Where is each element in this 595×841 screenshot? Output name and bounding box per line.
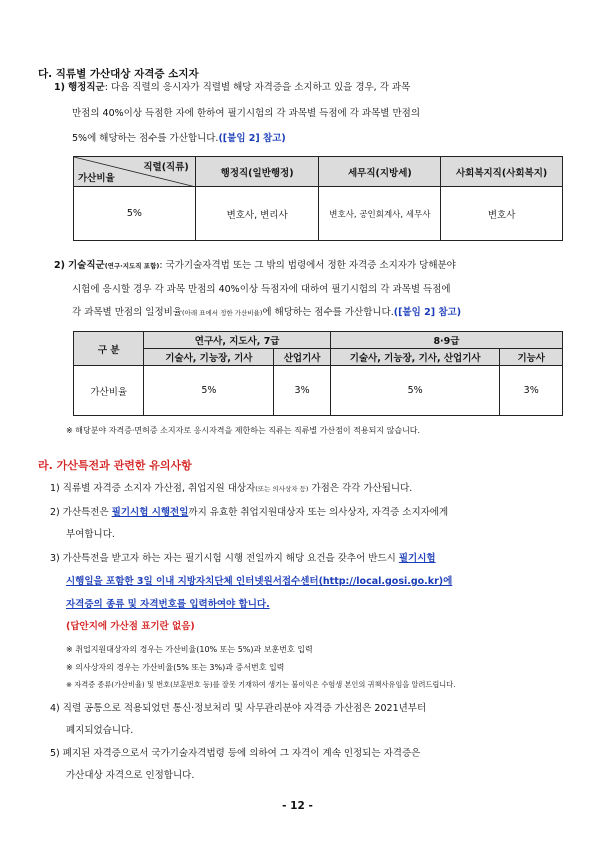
ra-item-3-blue-3: 자격증의 종류 및 자격번호를 입력하여야 합니다. xyxy=(66,599,270,610)
table1-cell: 변호사, 변리사 xyxy=(195,187,319,241)
table2-cell: 3% xyxy=(274,366,331,416)
table-admin-bonus xyxy=(73,156,563,241)
table2-sub: 기능사 xyxy=(500,349,563,366)
table2-sub: 기술사, 기능장, 기사 xyxy=(144,349,274,366)
table1-col-2: 세무직(지방세) xyxy=(319,157,441,187)
ra-item-5: 5) 폐지된 자격증으로서 국가기술자격법령 등에 의하여 그 자격이 계속 인정되는 자격증은 xyxy=(50,748,421,759)
section-da-note: ※ 해당분야 자격증·면허증 소지자로 응시자격을 제한하는 직류는 직류별 가산점이 적용되지 않습니다. xyxy=(66,426,421,435)
table2-group-1: 연구사, 지도사, 7급 xyxy=(144,332,330,349)
table1-cell: 변호사, 공인회계사, 세무사 xyxy=(319,187,441,241)
item2-line1: 2) 기술직군(연구·지도직 포함): 국가기술자격법 또는 그 밖의 법령에서 정한 자격증 소지자가 당해분야 xyxy=(54,260,456,271)
table-tech-bonus xyxy=(73,331,563,416)
table2-cell: 3% xyxy=(500,366,563,416)
table1-col-1: 행정직(일반행정) xyxy=(195,157,319,187)
table2-group-2: 8·9급 xyxy=(330,332,562,349)
page-number: - 12 - xyxy=(282,800,313,812)
table2-cell: 5% xyxy=(330,366,500,416)
table2-sub: 산업기사 xyxy=(274,349,331,366)
ra-item-3-blue-2: 시행일을 포함한 3일 이내 지방자치단체 인터넷원서접수센터(http://local.gosi.go.kr)에 xyxy=(66,576,453,587)
ra-note-2: ※ 의사상자의 경우는 가산비율(5% 또는 3%)과 증서번호 입력 xyxy=(66,663,285,672)
section-da-title: 다. 직류별 가산대상 자격증 소지자 xyxy=(38,68,199,80)
item2-title: 기술직군 xyxy=(67,260,105,271)
ra-item-1: 1) 직류별 자격증 소지자 가산점, 취업지원 대상자(또는 의사상자 등) 가점은 각각 가산됩니다. xyxy=(50,483,413,494)
ra-note-1: ※ 취업지원대상자의 경우는 가산비율(10% 또는 5%)과 보훈번호 입력 xyxy=(66,645,313,654)
ra-item-4-cont: 폐지되었습니다. xyxy=(66,725,134,736)
table2-sub: 기술사, 기능장, 기사, 산업기사 xyxy=(330,349,500,366)
item1-line2: 만점의 40%이상 득점한 자에 한하여 필기시험의 각 과목별 득점에 각 과목별 만점의 xyxy=(72,108,420,119)
table2-cell: 5% xyxy=(144,366,274,416)
ra-item-2-cont: 부여합니다. xyxy=(66,529,115,540)
table1-col-3: 사회복지직(사회복지) xyxy=(441,157,563,187)
table1-diag-header: 직렬(직류) 가산비율 xyxy=(74,157,196,187)
ra-item-2: 2) 가산특전은 필기시험 시행전일까지 유효한 취업지원대상자 또는 의사상자, 자격증 소지자에게 xyxy=(50,507,449,518)
item1-title: 행정직군 xyxy=(67,82,105,93)
section-ra-title: 라. 가산특전과 관련한 유의사항 xyxy=(38,459,192,472)
ra-item-4: 4) 직렬 공통으로 적용되었던 통신·정보처리 및 사무관리분야 자격증 가산점은 2021년부터 xyxy=(50,703,427,714)
table1-cell: 5% xyxy=(74,187,196,241)
table1-cell: 변호사 xyxy=(441,187,563,241)
ra-note-3: ※ 자격증 종류(가산비율) 및 번호(보훈번호 등)를 잘못 기재하여 생기는 불이익은 수험생 본인의 귀책사유임을 알려드립니다. xyxy=(66,680,456,689)
item1-line1: 1) 행정직군: 다음 직렬의 응시자가 직렬별 해당 자격증을 소지하고 있을 경우, 각 과목 xyxy=(54,82,411,93)
table2-row-label: 가산비율 xyxy=(74,366,144,416)
ra-item-3-red: (답안지에 가산점 표기란 없음) xyxy=(66,621,195,632)
ref-annex2: ([붙임 2] 참고) xyxy=(218,133,286,144)
table2-corner: 구 분 xyxy=(74,332,144,366)
ra-item-3: 3) 가산특전을 받고자 하는 자는 필기시험 시행 전일까지 해당 요건을 갖추어 반드시 필기시험 xyxy=(50,553,436,564)
item2-line2: 시험에 응시할 경우 각 과목 만점의 40%이상 득점자에 대하여 필기시험의 각 과목별 득점에 xyxy=(72,284,451,295)
item1-line3: 5%에 해당하는 점수를 가산합니다.([붙임 2] 참고) xyxy=(72,133,286,144)
ra-item-5-cont: 가산대상 자격으로 인정합니다. xyxy=(66,770,195,781)
item2-line3: 각 과목별 만점의 일정비율(아래 표에서 정한 가산비율)에 해당하는 점수를 가산합니다.([붙임 2] 참고) xyxy=(72,307,462,318)
